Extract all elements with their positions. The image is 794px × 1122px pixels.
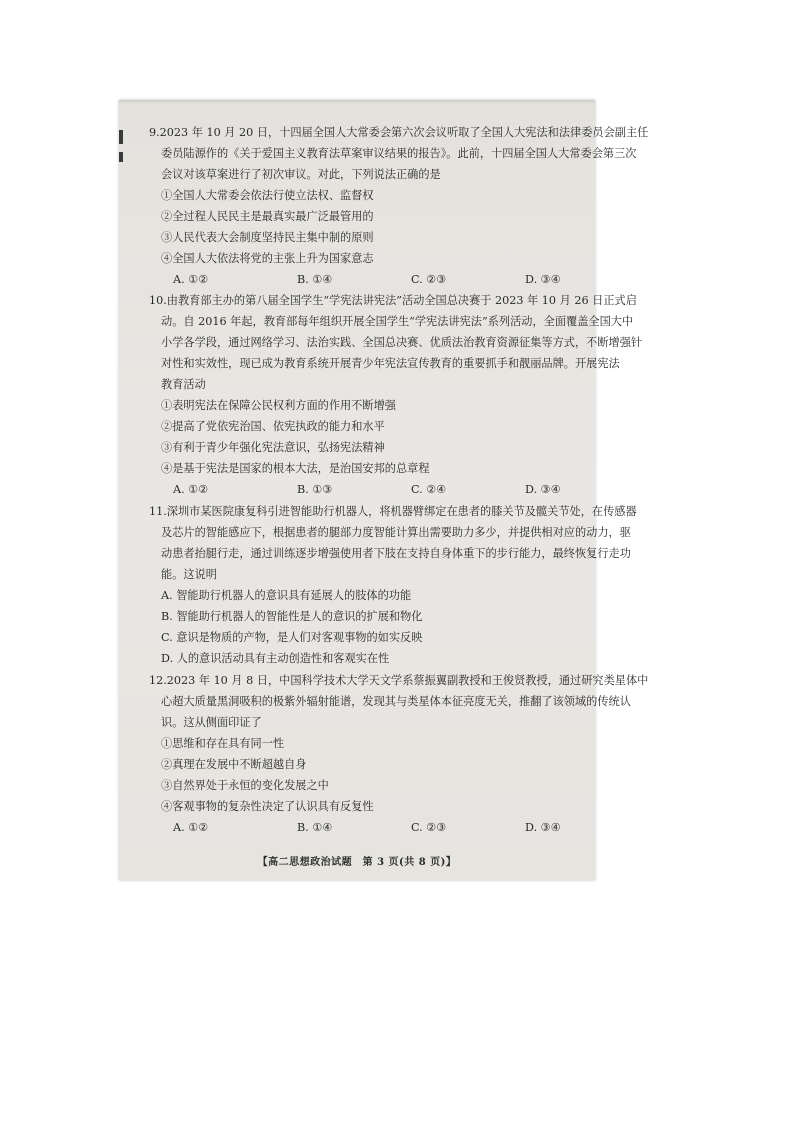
statement-option: ④客观事物的复杂性决定了认识具有反复性 (161, 800, 374, 813)
question-10 (149, 290, 643, 500)
statement-option: ②真理在发展中不断超越自身 (161, 758, 307, 771)
choice-d: D. ③④ (525, 821, 561, 834)
choice-d: D. ③④ (525, 273, 561, 286)
answer-choices (149, 269, 585, 290)
question-text: 及芯片的智能感应下，根据患者的腿部力度智能计算出需要助力多少，并提供相对应的动力，驱 (161, 526, 631, 539)
question-text: 识。这从侧面印证了 (161, 716, 262, 729)
exam-page (119, 100, 649, 880)
statement-option: ②提高了党依宪治国、依宪执政的能力和水平 (161, 420, 385, 433)
question-text: 动患者抬腿行走，通过训练逐步增强使用者下肢在支持自身体重下的步行能力，最终恢复行走功 (161, 547, 631, 560)
question-9 (149, 122, 649, 290)
question-text: 对性和实效性，现已成为教育系统开展青少年宪法宣传教育的重要抓手和靓丽品牌。开展宪法 (161, 357, 620, 370)
statement-option: ④是基于宪法是国家的根本大法，是治国安邦的总章程 (161, 462, 430, 475)
question-text: 动。自 2016 年起，教育部每年组织开展全国学生“学宪法讲宪法”系列活动，全面覆盖全国大中 (161, 315, 634, 328)
choice-a: A. ①② (173, 483, 209, 496)
question-12 (149, 670, 649, 838)
question-text: 委员陆源作的《关于爱国主义教育法草案审议结果的报告》。此前，十四届全国人大常委会第三次 (161, 147, 637, 160)
statement-option: ③自然界处于永恒的变化发展之中 (161, 779, 329, 792)
answer-choices (149, 817, 585, 838)
question-text: 10.由教育部主办的第八届全国学生“学宪法讲宪法”活动全国总决赛于 2023 年 10 月 26 日正式启 (149, 294, 637, 307)
question-text: 9.2023 年 10 月 20 日，十四届全国人大常委会第六次会议听取了全国人大宪法和法律委员会副主任 (149, 126, 649, 139)
statement-option: ③有利于青少年强化宪法意识，弘扬宪法精神 (161, 441, 385, 454)
statement-option: ④全国人大依法将党的主张上升为国家意志 (161, 252, 374, 265)
statement-option: ①思维和存在具有同一性 (161, 737, 285, 750)
question-text: 教育活动 (161, 378, 206, 391)
statement-option: ②全过程人民民主是最真实最广泛最管用的 (161, 210, 374, 223)
choice-b: B. ①④ (297, 821, 333, 834)
statement-option: ①全国人大常委会依法行使立法权、监督权 (161, 189, 374, 202)
question-text: 12.2023 年 10 月 8 日，中国科学技术大学天文学系蔡振翼副教授和王俊贤教授，通过研究类星体中 (149, 674, 649, 687)
choice-a: A. ①② (173, 821, 209, 834)
choice-c: C. ②③ (411, 273, 447, 286)
choice-option: C. 意识是物质的产物，是人们对客观事物的如实反映 (161, 631, 423, 644)
answer-choices (149, 479, 585, 500)
choice-option: A. 智能助行机器人的意识具有延展人的肢体的功能 (161, 589, 412, 602)
statement-option: ③人民代表大会制度坚持民主集中制的原则 (161, 231, 374, 244)
exam-content (119, 100, 649, 880)
choice-b: B. ①③ (297, 483, 333, 496)
choice-d: D. ③④ (525, 483, 561, 496)
question-text: 11.深圳市某医院康复科引进智能助行机器人，将机器臂绑定在患者的膝关节及髋关节处，在传感器 (149, 505, 637, 518)
choice-option: D. 人的意识活动具有主动创造性和客观实在性 (161, 652, 390, 665)
choice-option: B. 智能助行机器人的智能性是人的意识的扩展和物化 (161, 610, 423, 623)
question-text: 小学各学段，通过网络学习、法治实践、全国总决赛、优质法治教育资源征集等方式，不断增强针 (161, 336, 643, 349)
choice-c: C. ②③ (411, 821, 447, 834)
statement-option: ①表明宪法在保障公民权利方面的作用不断增强 (161, 399, 396, 412)
choice-b: B. ①④ (297, 273, 333, 286)
page-footer: 【高二思想政治试题 第 3 页(共 8 页)】 (257, 857, 457, 868)
choice-c: C. ②④ (411, 483, 447, 496)
question-11 (149, 501, 637, 669)
choice-a: A. ①② (173, 273, 209, 286)
question-text: 能。这说明 (161, 568, 217, 581)
question-text: 心超大质量黑洞吸积的极紫外辐射能谱，发现其与类星体本征亮度无关，推翻了该领域的传统认 (161, 695, 631, 708)
question-text: 会议对该草案进行了初次审议。对此，下列说法正确的是 (161, 168, 441, 181)
